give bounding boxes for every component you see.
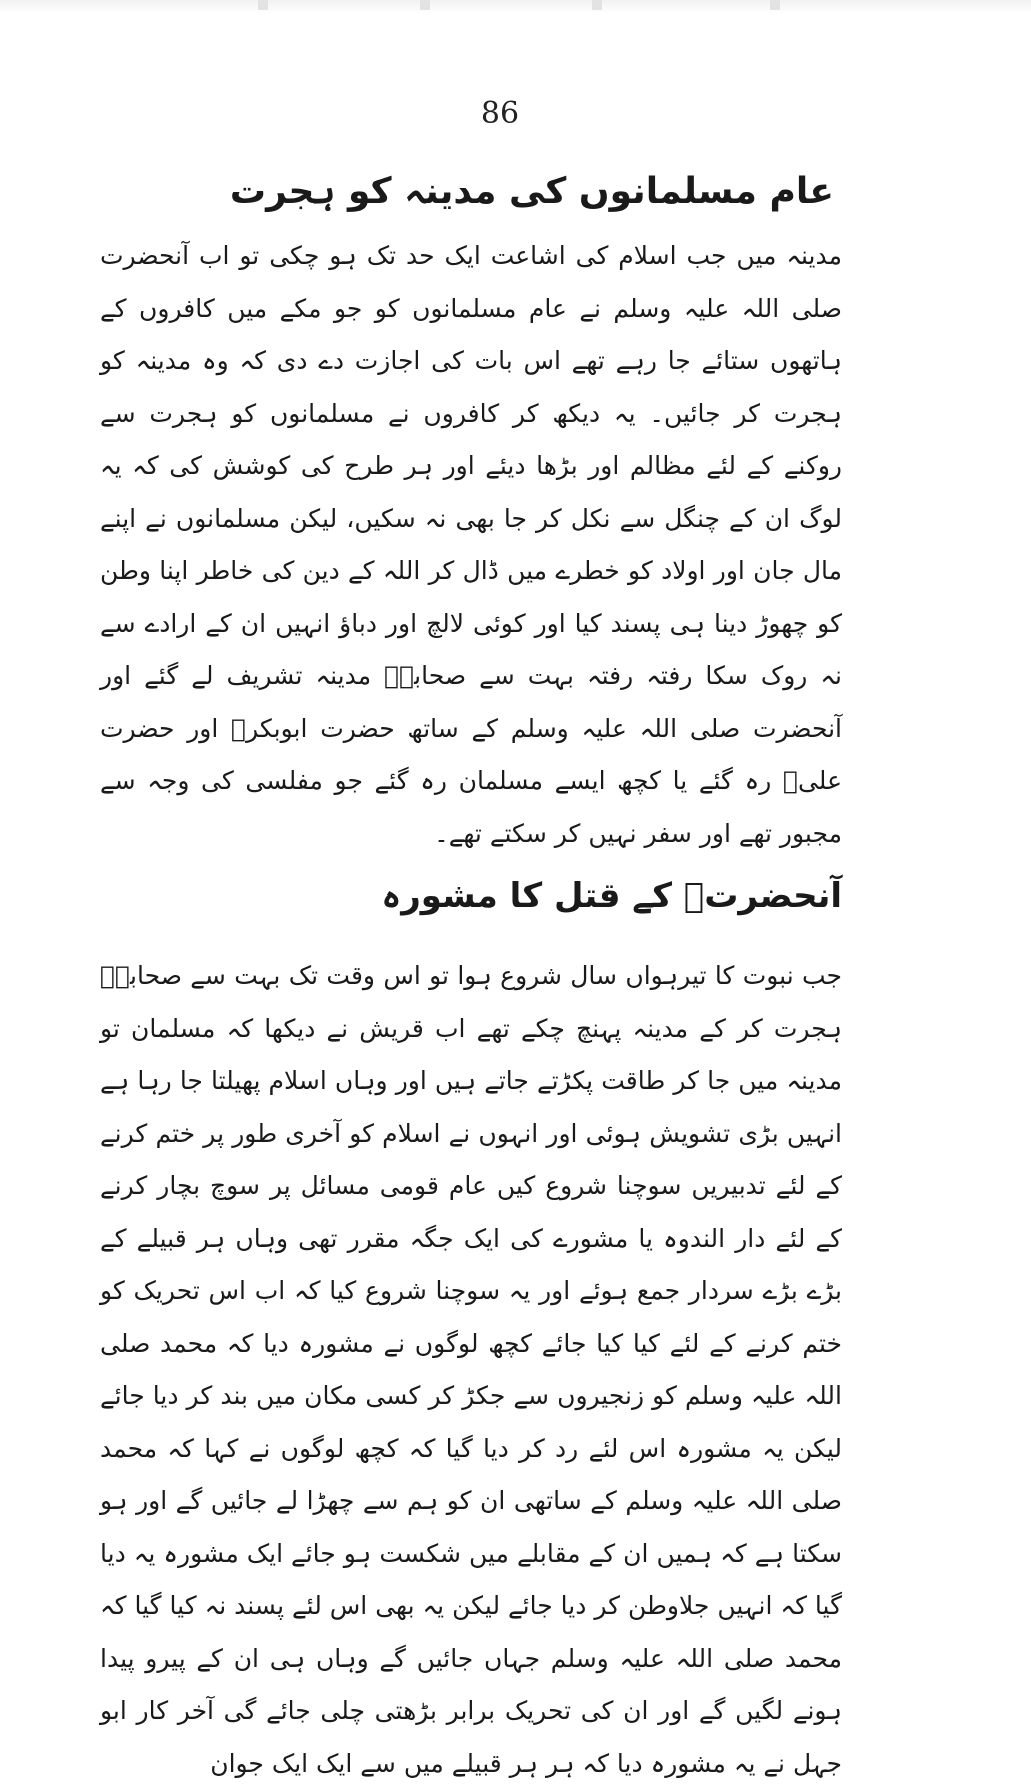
scan-mark [592,0,602,10]
page-number: 86 [480,96,520,131]
section-heading-plot: آنحضرتؐ کے قتل کا مشورہ [381,876,842,916]
scan-mark [770,0,780,10]
paragraph-plot: جب نبوت کا تیرہواں سال شروع ہوا تو اس وقت تک بہت سے صحابہؓ ہجرت کر کے مدینہ پہنچ چکے تھے اب قریش نے دیکھا کہ مسلمان تو مدینہ میں جا کر طاقت پکڑتے جاتے ہیں اور وہاں اسلام پھیلتا جا رہا ہے انہیں بڑی تشویش ہوئی اور انہوں نے اسلام کو آخری طور پر ختم کرنے کے لئے تدبیریں سوچنا شروع کیں عام قومی مسائل پر سوچ بچار کرنے کے لئے دار الندوہ یا مشورے کی ایک جگہ مقرر تھی وہاں ہر قبیلے کے بڑے بڑے سردار جمع ہوئے اور یہ سوچنا شروع کیا کہ اب اس تحریک کو ختم کرنے کے لئے کیا کیا جائے کچھ لوگوں نے مشورہ دیا کہ محمد صلی اللہ علیہ وسلم کو زنجیروں سے جکڑ کر کسی مکان میں بند کر دیا جائے لیکن یہ مشورہ اس لئے رد کر دیا گیا کہ کچھ لوگوں نے کہا کہ محمد صلی اللہ علیہ وسلم کے ساتھی ان کو ہم سے چھڑا لے جائیں گے اور ہو سکتا ہے کہ ہمیں ان کے مقابلے میں شکست ہو جائے ایک مشورہ یہ دیا گیا کہ انہیں جلاوطن کر دیا جائے لیکن یہ بھی اس لئے پسند نہ کیا گیا کہ محمد صلی اللہ علیہ وسلم جہاں جائیں گے وہاں ہی ان کے پیرو پیدا ہونے لگیں گے اور ان کی تحریک برابر بڑھتی چلی جائے گی آخر کار ابو جہل نے یہ مشورہ دیا کہ ہر ہر قبیلے میں سے ایک ایک جوان [100,961,842,1778]
scan-mark [258,0,268,10]
paragraph-migration: مدینہ میں جب اسلام کی اشاعت ایک حد تک ہو چکی تو اب آنحضرت صلی اللہ علیہ وسلم نے عام مسلمانوں کو جو مکے میں کافروں کے ہاتھوں ستائے جا رہے تھے اس بات کی اجازت دے دی کہ وہ مدینہ کو ہجرت کر جائیں۔ یہ دیکھ کر کافروں نے مسلمانوں کو ہجرت سے روکنے کے لئے مظالم اور بڑھا دیئے اور ہر طرح کی کوشش کی کہ یہ لوگ ان کے چنگل سے نکل کر جا بھی نہ سکیں، لیکن مسلمانوں نے اپنے مال جان اور اولاد کو خطرے میں ڈال کر اللہ کے دین کی خاطر اپنا وطن کو چھوڑ دینا ہی پسند کیا اور کوئی لالچ اور دباؤ انہیں ان کے ارادے سے نہ روک سکا رفتہ رفتہ بہت سے صحابہؓ مدینہ تشریف لے گئے اور آنحضرت صلی اللہ علیہ وسلم کے ساتھ حضرت ابوبکرؓ اور حضرت علیؓ رہ گئے یا کچھ ایسے مسلمان رہ گئے جو مفلسی کی وجہ سے مجبور تھے اور سفر نہیں کر سکتے تھے۔ [100,241,842,848]
scan-edge [0,0,1031,14]
page-content [100,160,842,1790]
section-heading-migration: عام مسلمانوں کی مدینہ کو ہجرت [229,171,834,212]
scan-mark [420,0,430,10]
